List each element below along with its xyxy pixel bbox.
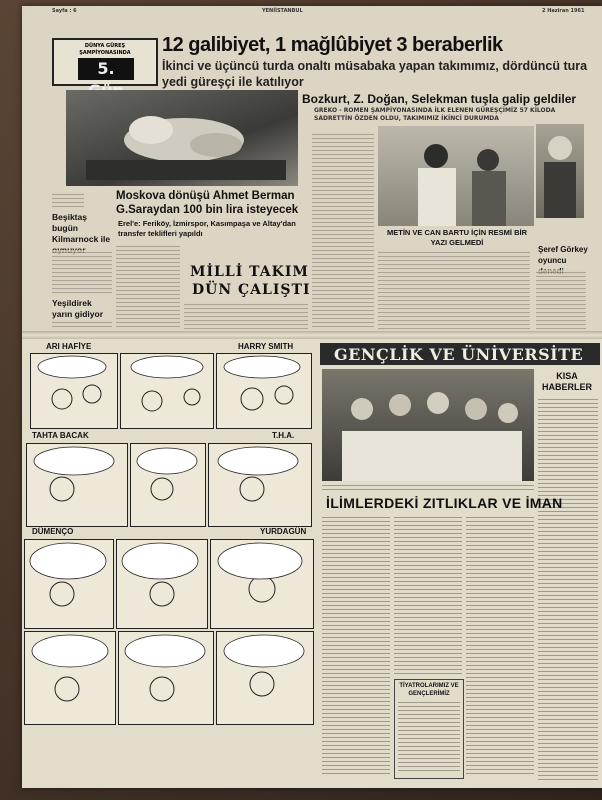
tiyatro-text	[398, 700, 460, 774]
ilim-col3	[466, 515, 534, 777]
metin-headline: METİN VE CAN BARTU İÇİN RESMİ BİR YAZI GELMEDİ	[386, 228, 527, 247]
kicker: GREKO - ROMEN ŞAMPİYONASINDA İLK ELENEN GÜREŞÇİMİZ 57 KİLODA SADRETTİN ÖZDEN OLDU, TAKIMIMIZ İKİNCİ DURUMDA	[314, 107, 556, 122]
besiktas-headline: Beşiktaş bugün Kilmarnock ile	[52, 212, 111, 244]
main-deck: İkinci ve üçüncü turda onaltı müsabaka yapan takımımız, dördüncü tura yedi güreşçi ile katılıyor	[162, 59, 588, 89]
milli-text	[184, 302, 308, 330]
main-headline: 12 galibiyet, 1 mağlûbiyet 3 beraberlik	[162, 34, 503, 56]
day-box	[52, 38, 158, 86]
milli-headline-2: DÜN ÇALIŞTI	[192, 282, 311, 298]
masthead: YENİİSTANBUL	[262, 8, 303, 14]
besiktas-text	[52, 250, 112, 296]
comic-drawings	[22, 339, 314, 729]
gorkey-photo	[536, 124, 584, 218]
tiyatro-title: TİYATROLARIMIZ VE GENÇLERİMİZ	[399, 683, 459, 697]
strip3-title-left: DÜMENÇO	[32, 527, 74, 536]
newspaper-page	[22, 6, 602, 788]
ilim-col1	[322, 515, 390, 777]
berman-deck: Erel'e: Feriköy, İzmirspor, Kasımpaşa ve Altay'dan transfer teklifleri yapıldı	[118, 219, 296, 238]
metin-photo	[378, 126, 534, 226]
tiyatro-box	[394, 679, 464, 779]
yesildirek-headline: Yeşildirek yarın gidiyor	[52, 298, 104, 319]
strip1-title-right: HARRY SMITH	[238, 342, 294, 351]
issue-date: 2 Haziran 1961	[542, 8, 585, 14]
caption-text	[52, 192, 84, 210]
genclik-title: GENÇLİK VE ÜNİVERSİTE	[334, 345, 584, 364]
wrestling-photo	[66, 90, 298, 186]
kisa-line1: KISA	[556, 371, 578, 381]
photo-caption	[322, 483, 534, 491]
day-box-line2: ŞAMPİYONASINDA	[79, 50, 131, 56]
strip2-title-right: T.H.A.	[272, 431, 295, 440]
page-number: Sayfa : 6	[52, 8, 77, 14]
subheadline: Bozkurt, Z. Doğan, Selekman tuşla galip geldiler	[302, 92, 577, 106]
berman-headline: Moskova dönüşü Ahmet Berman G.Saraydan 100 bin lira isteyecek	[116, 190, 299, 216]
berman-text	[116, 244, 180, 330]
strip3-title-right: YURDAGÜN	[260, 527, 307, 536]
page-fold	[22, 331, 602, 339]
kisa-line2: HABERLER	[541, 382, 592, 392]
milli-headline-1: MİLLİ TAKIM	[190, 264, 309, 280]
gorkey-headline: Şeref Görkey oyuncu	[538, 245, 588, 265]
kisa-text	[538, 397, 598, 781]
yesildirek-text	[52, 320, 112, 330]
wrestling-text	[312, 132, 374, 330]
day-box-day: 5.	[78, 58, 134, 80]
day-box-line1: DÜNYA GÜREŞ	[84, 43, 126, 49]
metin-text	[378, 250, 530, 330]
strip2-title-left: TAHTA BACAK	[32, 431, 89, 440]
lower-section	[22, 339, 602, 788]
sports-section	[22, 6, 602, 331]
students-photo	[322, 369, 534, 481]
strip1-title-left: ARI HAFİYE	[46, 342, 92, 351]
ilim-headline: İLİMLERDEKİ ZITLIKLAR VE İMAN	[326, 495, 563, 511]
kisa-haberler	[540, 371, 594, 393]
gorkey-text	[536, 270, 586, 330]
ilim-col2	[394, 515, 462, 675]
